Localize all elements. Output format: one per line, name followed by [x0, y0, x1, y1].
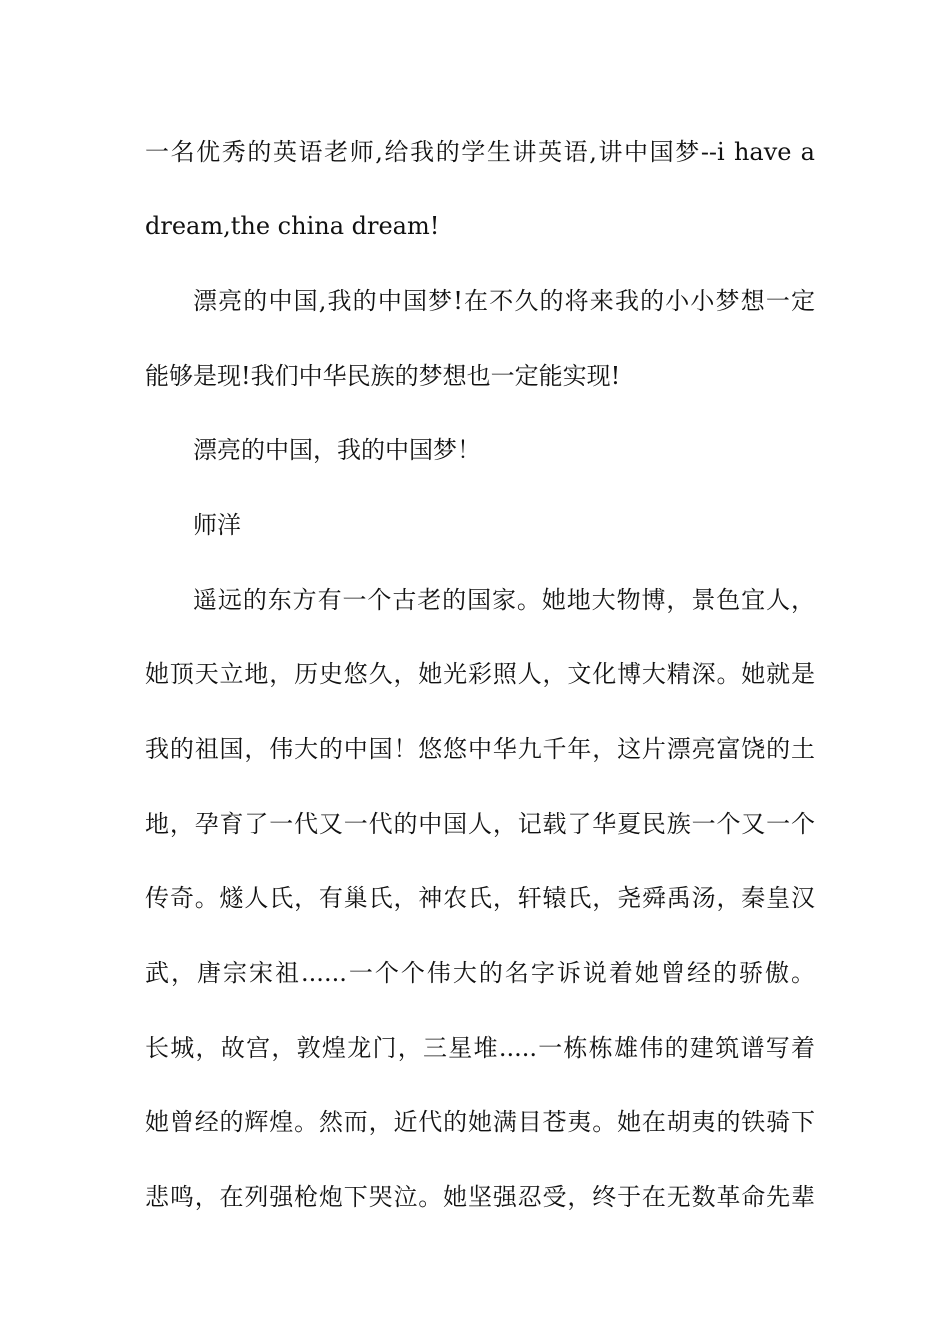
text-line: 遥远的东方有一个古老的国家。她地大物博，景色宜人， [193, 586, 815, 614]
text-line: 能够是现!我们中华民族的梦想也一定能实现! [145, 362, 621, 390]
text-line: dream,the china dream! [145, 212, 440, 240]
text-line: 漂亮的中国，我的中国梦！ [193, 436, 481, 464]
text-line: 地，孕育了一代又一代的中国人，记载了华夏民族一个又一个 [145, 810, 815, 838]
text-line: 长城，故宫，敦煌龙门，三星堆.....一栋栋雄伟的建筑谱写着 [145, 1034, 815, 1062]
text-line: 漂亮的中国,我的中国梦!在不久的将来我的小小梦想一定 [193, 287, 815, 315]
text-line: 悲鸣，在列强枪炮下哭泣。她坚强忍受，终于在无数革命先辈 [145, 1183, 815, 1211]
text-line: 一名优秀的英语老师,给我的学生讲英语,讲中国梦--i have a [145, 138, 815, 166]
text-line: 武，唐宗宋祖......一个个伟大的名字诉说着她曾经的骄傲。 [145, 959, 815, 987]
text-line: 她曾经的辉煌。然而，近代的她满目苍夷。她在胡夷的铁骑下 [145, 1108, 815, 1136]
text-line: 师洋 [193, 511, 241, 539]
text-line: 她顶天立地，历史悠久，她光彩照人，文化博大精深。她就是 [145, 660, 815, 688]
text-line: 我的祖国，伟大的中国！悠悠中华九千年，这片漂亮富饶的土 [145, 735, 815, 763]
text-line: 传奇。燧人氏，有巢氏，神农氏，轩辕氏，尧舜禹汤，秦皇汉 [145, 884, 815, 912]
